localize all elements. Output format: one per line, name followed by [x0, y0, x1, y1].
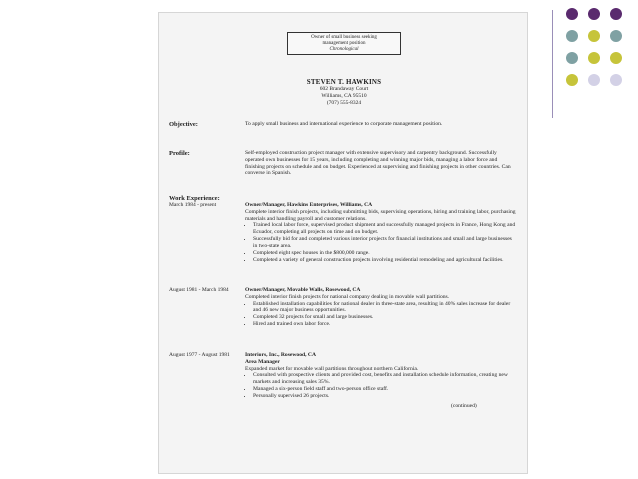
job-bullet: • Completed 32 projects for small and large businesses.: [253, 314, 517, 321]
objective-text: To apply small business and international experience to corporate management position.: [245, 121, 443, 127]
decorative-dot: [588, 74, 600, 86]
job-summary: Expanded market for movable wall partitions throughout northern California.: [245, 365, 419, 372]
job-bullet: • Managed a six-person field staff and two-person office staff.: [253, 386, 517, 393]
work-experience-label: Work Experience:: [169, 195, 220, 202]
job-bullet: • Completed a variety of general construction projects involving residential remodeling and agricultural facilities.: [253, 257, 517, 264]
continued-note: (continued): [451, 403, 477, 409]
profile-text: Self-employed construction project manager with extensive supervisory and carpentry background. Successfully operated own businesses for 15 years, including completing and winning major bids, managing a labor force and finishing projects on schedule and on budget. Experienced at supervising and finishing projects in other countries. Can converse in Spanish.: [245, 150, 511, 177]
decorative-dot: [566, 74, 578, 86]
job-dates: August 1981 - March 1984: [169, 287, 229, 293]
decorative-dot: [610, 30, 622, 42]
decorative-dot: [610, 52, 622, 64]
decorative-dot: [610, 8, 622, 20]
job-summary: Completed interior finish projects for national company dealing in movable wall partitions.: [245, 293, 450, 300]
resume-header: [269, 78, 419, 106]
job-title: Interiors, Inc., Rosewood, CA: [245, 352, 317, 358]
profile-label: Profile:: [169, 150, 190, 157]
position-box-line3: Chronological: [329, 46, 359, 52]
job-bullet: • Trained local labor force, supervised product shipment and successfully managed projects in France, Hong Kong and Ecuador, completing all projects on time and on budget.: [253, 222, 517, 236]
job-title: Owner/Manager, Hawkins Enterprises, Williams, CA: [245, 202, 373, 208]
decorative-dot: [610, 74, 622, 86]
objective-label: Objective:: [169, 121, 198, 128]
job-entry: [245, 202, 517, 263]
job-bullet: • Completed eight spec houses in the $800,000 range.: [253, 250, 517, 257]
decorative-dot: [588, 30, 600, 42]
job-role: Area Manager: [245, 358, 280, 365]
job-title: Owner/Manager, Movable Walls, Rosewood, CA: [245, 287, 361, 293]
decorative-divider-line: [552, 10, 553, 118]
position-box-line1: Owner of small business seeking: [311, 35, 377, 40]
phone: (707) 555-8324: [326, 99, 362, 106]
job-bullet: • Hired and trained own labor force.: [253, 321, 517, 328]
job-dates: March 1984 - present: [169, 202, 217, 208]
candidate-name: STEVEN T. HAWKINS: [306, 78, 382, 86]
decorative-dot: [588, 8, 600, 20]
job-bullet: • Successfully bid for and completed various interior projects for financial institutions and small and large businesses in two-state area.: [253, 236, 517, 250]
job-bullet: • Established installation capabilities for national dealer in three-state area, resulting in 40% sales increase for dealer and 46 new major business opportunities.: [253, 301, 517, 315]
job-bullets: [245, 301, 517, 328]
job-bullet: • Personally supervised 26 projects.: [253, 393, 517, 400]
job-entry: [245, 352, 517, 400]
job-bullet: • Consulted with prospective clients and provided cost, benefits and installation schedule information, creating new markets and increasing sales 35%.: [253, 372, 517, 386]
decorative-dot: [566, 8, 578, 20]
address-line1: 602 Brandaway Court: [319, 86, 369, 93]
decorative-dot: [588, 52, 600, 64]
address-line2: Williams, CA 95510: [321, 92, 367, 99]
job-bullets: [245, 222, 517, 263]
job-entry: [245, 287, 517, 328]
job-dates: August 1977 - August 1981: [169, 352, 230, 358]
decorative-dot: [566, 30, 578, 42]
decorative-dot: [566, 52, 578, 64]
decorative-dot-grid: [566, 8, 632, 106]
job-bullets: [245, 372, 517, 399]
position-box: [287, 32, 401, 55]
position-box-line2: management position: [322, 40, 366, 46]
job-summary: Complete interior finish projects, including submitting bids, supervising operations, hiring and training labor, purchasing materials and handling payroll and customer relations.: [245, 208, 516, 222]
resume-page: [158, 12, 528, 474]
